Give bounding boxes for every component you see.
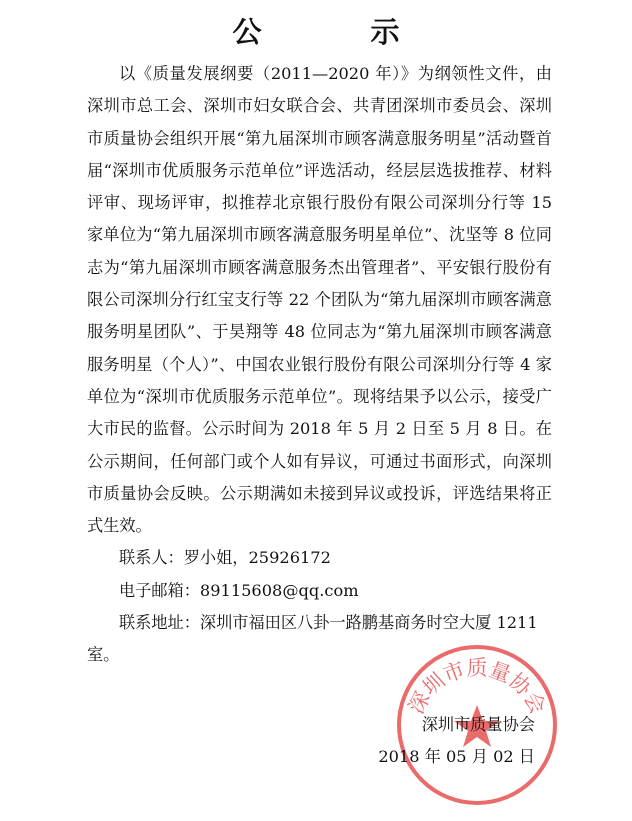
contact-address: 联系地址：深圳市福田区八卦一路鹏基商务时空大厦 1211 室。 <box>87 613 538 665</box>
notice-body <box>87 58 552 672</box>
contact-email: 电子邮箱：89115608@qq.com <box>119 580 359 600</box>
seal-text: 深圳市质量协会 <box>403 656 551 718</box>
contact-person: 联系人：罗小姐，25926172 <box>119 548 331 568</box>
notice-title: 公 示 <box>232 15 440 49</box>
notice-paragraph: 以《质量发展纲要（2011—2020 年）》为纲领性文件，由深圳市总工会、深圳市妇女联合会、共青团深圳市委员会、深圳市质量协会组织开展“第九届深圳市顾客满意服务明星”活动暨首届“深圳市优质服务示范单位”评选活动，经层层选拔推荐、材料评审、现场评审，拟推荐北京银行股份有限公司深圳分行等 15 家单位为“第九届深圳市顾客满意服务明星单位”、沈坚等 8 位同志为“第九届深圳市顾客满意服务杰出管理者”、平安银行股份有限公司深圳分行红宝支行等 22 个团队为“第九届深圳市顾客满意服务明星团队”、于昊翔等 48 位同志为“第九届深圳市顾客满意服务明星（个人）”、中国农业银行股份有限公司深圳分行等 4 家单位为“深圳市优质服务示范单位”。现将结果予以公示，接受广大市民的监督。公示时间为 2018 年 5 月 2 日至 5 月 8 日。在公示期间，任何部门或个人如有异议，可通过书面形式，向深圳市质量协会反映。公示期满如未接到异议或投诉，评选结果将正式生效。 <box>87 64 552 536</box>
signature-date: 2018 年 05 月 02 日 <box>378 747 535 766</box>
signature-org: 深圳市质量协会 <box>421 715 535 734</box>
